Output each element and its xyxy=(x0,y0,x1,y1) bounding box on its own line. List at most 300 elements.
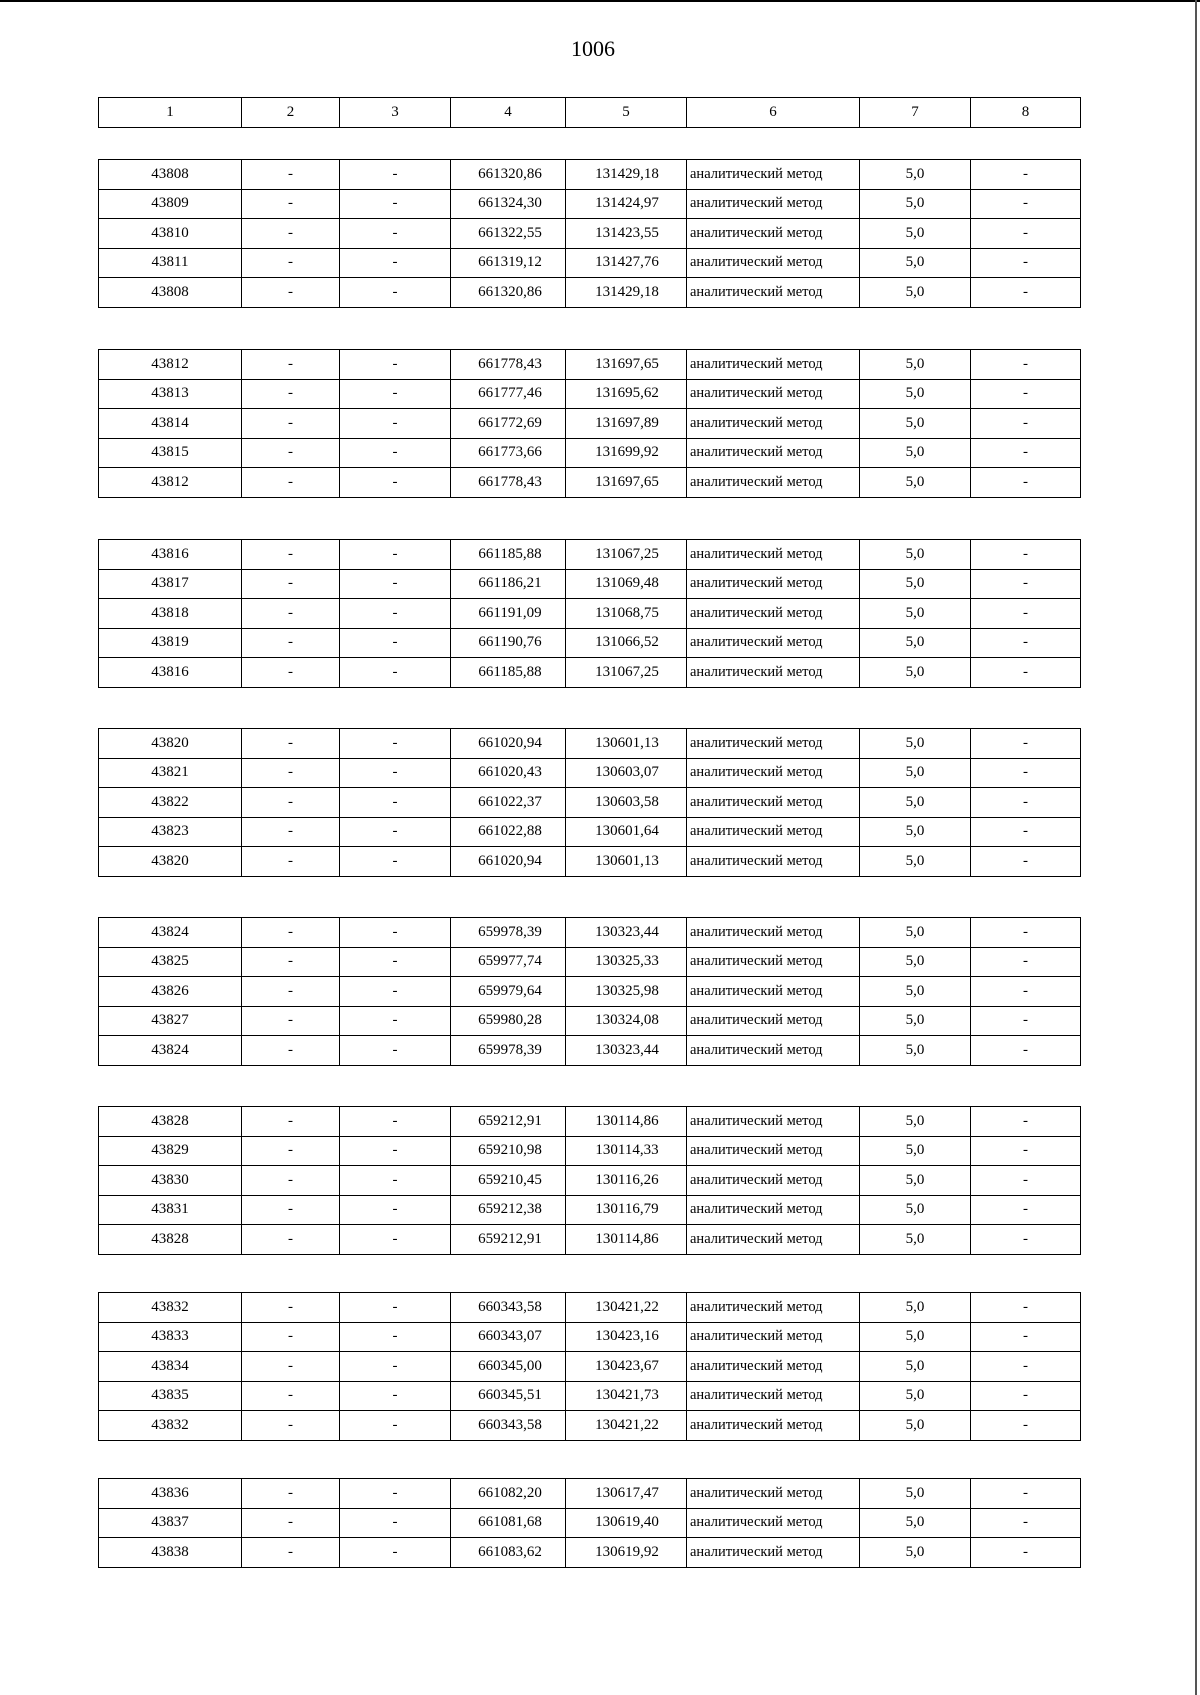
col3-cell: - xyxy=(340,1538,451,1568)
method-cell: аналитический метод xyxy=(687,468,860,498)
method-cell: аналитический метод xyxy=(687,1479,860,1509)
accuracy-cell: 5,0 xyxy=(860,1352,971,1382)
x-coordinate-cell: 661191,09 xyxy=(451,599,566,629)
col2-cell: - xyxy=(242,599,340,629)
method-cell: аналитический метод xyxy=(687,817,860,847)
method-cell: аналитический метод xyxy=(687,918,860,948)
accuracy-cell: 5,0 xyxy=(860,1293,971,1323)
point-number-cell: 43810 xyxy=(99,219,242,249)
col8-cell: - xyxy=(971,1352,1081,1382)
accuracy-cell: 5,0 xyxy=(860,658,971,688)
column-header: 2 xyxy=(242,98,340,128)
x-coordinate-cell: 661081,68 xyxy=(451,1508,566,1538)
method-cell: аналитический метод xyxy=(687,1381,860,1411)
col2-cell: - xyxy=(242,189,340,219)
y-coordinate-cell: 131427,76 xyxy=(566,248,687,278)
point-number-cell: 43820 xyxy=(99,729,242,759)
col3-cell: - xyxy=(340,817,451,847)
column-header: 1 xyxy=(99,98,242,128)
accuracy-cell: 5,0 xyxy=(860,918,971,948)
column-header-row xyxy=(99,98,1081,128)
col2-cell: - xyxy=(242,540,340,570)
point-number-cell: 43830 xyxy=(99,1166,242,1196)
accuracy-cell: 5,0 xyxy=(860,628,971,658)
table-row xyxy=(99,160,1081,190)
col8-cell: - xyxy=(971,1293,1081,1323)
col3-cell: - xyxy=(340,350,451,380)
column-header: 4 xyxy=(451,98,566,128)
point-number-cell: 43814 xyxy=(99,409,242,439)
col3-cell: - xyxy=(340,1036,451,1066)
y-coordinate-cell: 130601,13 xyxy=(566,729,687,759)
col3-cell: - xyxy=(340,599,451,629)
col2-cell: - xyxy=(242,977,340,1007)
method-cell: аналитический метод xyxy=(687,847,860,877)
col2-cell: - xyxy=(242,1411,340,1441)
col8-cell: - xyxy=(971,817,1081,847)
method-cell: аналитический метод xyxy=(687,1225,860,1255)
x-coordinate-cell: 659212,91 xyxy=(451,1225,566,1255)
coordinate-group-table xyxy=(98,349,1081,498)
table-row xyxy=(99,278,1081,308)
col3-cell: - xyxy=(340,918,451,948)
col2-cell: - xyxy=(242,817,340,847)
y-coordinate-cell: 130601,64 xyxy=(566,817,687,847)
accuracy-cell: 5,0 xyxy=(860,1322,971,1352)
col2-cell: - xyxy=(242,788,340,818)
col3-cell: - xyxy=(340,1322,451,1352)
col8-cell: - xyxy=(971,569,1081,599)
x-coordinate-cell: 661772,69 xyxy=(451,409,566,439)
y-coordinate-cell: 130325,98 xyxy=(566,977,687,1007)
col3-cell: - xyxy=(340,379,451,409)
col2-cell: - xyxy=(242,918,340,948)
accuracy-cell: 5,0 xyxy=(860,160,971,190)
table-row xyxy=(99,350,1081,380)
y-coordinate-cell: 131067,25 xyxy=(566,658,687,688)
point-number-cell: 43812 xyxy=(99,468,242,498)
x-coordinate-cell: 660345,51 xyxy=(451,1381,566,1411)
x-coordinate-cell: 661320,86 xyxy=(451,160,566,190)
point-number-cell: 43817 xyxy=(99,569,242,599)
col8-cell: - xyxy=(971,350,1081,380)
y-coordinate-cell: 131429,18 xyxy=(566,160,687,190)
col2-cell: - xyxy=(242,1293,340,1323)
x-coordinate-cell: 659979,64 xyxy=(451,977,566,1007)
y-coordinate-cell: 130619,92 xyxy=(566,1538,687,1568)
x-coordinate-cell: 661022,37 xyxy=(451,788,566,818)
table-row xyxy=(99,1508,1081,1538)
point-number-cell: 43822 xyxy=(99,788,242,818)
y-coordinate-cell: 130421,22 xyxy=(566,1293,687,1323)
col3-cell: - xyxy=(340,847,451,877)
col3-cell: - xyxy=(340,1352,451,1382)
x-coordinate-cell: 661324,30 xyxy=(451,189,566,219)
point-number-cell: 43811 xyxy=(99,248,242,278)
col3-cell: - xyxy=(340,977,451,1007)
method-cell: аналитический метод xyxy=(687,219,860,249)
accuracy-cell: 5,0 xyxy=(860,1381,971,1411)
y-coordinate-cell: 131697,65 xyxy=(566,350,687,380)
method-cell: аналитический метод xyxy=(687,248,860,278)
accuracy-cell: 5,0 xyxy=(860,1508,971,1538)
col2-cell: - xyxy=(242,569,340,599)
col2-cell: - xyxy=(242,409,340,439)
y-coordinate-cell: 131424,97 xyxy=(566,189,687,219)
col3-cell: - xyxy=(340,1195,451,1225)
col3-cell: - xyxy=(340,438,451,468)
point-number-cell: 43832 xyxy=(99,1293,242,1323)
col8-cell: - xyxy=(971,379,1081,409)
method-cell: аналитический метод xyxy=(687,628,860,658)
col8-cell: - xyxy=(971,219,1081,249)
col3-cell: - xyxy=(340,788,451,818)
col8-cell: - xyxy=(971,1107,1081,1137)
method-cell: аналитический метод xyxy=(687,758,860,788)
col3-cell: - xyxy=(340,1006,451,1036)
col3-cell: - xyxy=(340,1479,451,1509)
accuracy-cell: 5,0 xyxy=(860,189,971,219)
x-coordinate-cell: 661020,94 xyxy=(451,847,566,877)
col8-cell: - xyxy=(971,468,1081,498)
col2-cell: - xyxy=(242,248,340,278)
method-cell: аналитический метод xyxy=(687,1538,860,1568)
method-cell: аналитический метод xyxy=(687,658,860,688)
col2-cell: - xyxy=(242,278,340,308)
point-number-cell: 43813 xyxy=(99,379,242,409)
method-cell: аналитический метод xyxy=(687,1006,860,1036)
coordinate-group-table xyxy=(98,539,1081,688)
point-number-cell: 43819 xyxy=(99,628,242,658)
accuracy-cell: 5,0 xyxy=(860,599,971,629)
table-row xyxy=(99,788,1081,818)
method-cell: аналитический метод xyxy=(687,1107,860,1137)
table-row xyxy=(99,1322,1081,1352)
point-number-cell: 43835 xyxy=(99,1381,242,1411)
y-coordinate-cell: 130323,44 xyxy=(566,1036,687,1066)
col3-cell: - xyxy=(340,1381,451,1411)
point-number-cell: 43823 xyxy=(99,817,242,847)
col8-cell: - xyxy=(971,160,1081,190)
point-number-cell: 43808 xyxy=(99,278,242,308)
x-coordinate-cell: 661773,66 xyxy=(451,438,566,468)
col8-cell: - xyxy=(971,278,1081,308)
point-number-cell: 43816 xyxy=(99,540,242,570)
col2-cell: - xyxy=(242,1381,340,1411)
method-cell: аналитический метод xyxy=(687,599,860,629)
x-coordinate-cell: 659978,39 xyxy=(451,1036,566,1066)
coordinate-group-table xyxy=(98,917,1081,1066)
col3-cell: - xyxy=(340,1411,451,1441)
x-coordinate-cell: 661322,55 xyxy=(451,219,566,249)
point-number-cell: 43821 xyxy=(99,758,242,788)
method-cell: аналитический метод xyxy=(687,729,860,759)
column-header-table xyxy=(98,97,1081,128)
accuracy-cell: 5,0 xyxy=(860,350,971,380)
col2-cell: - xyxy=(242,947,340,977)
point-number-cell: 43808 xyxy=(99,160,242,190)
accuracy-cell: 5,0 xyxy=(860,947,971,977)
col8-cell: - xyxy=(971,628,1081,658)
accuracy-cell: 5,0 xyxy=(860,569,971,599)
col3-cell: - xyxy=(340,1166,451,1196)
col3-cell: - xyxy=(340,540,451,570)
point-number-cell: 43812 xyxy=(99,350,242,380)
table-row xyxy=(99,658,1081,688)
col8-cell: - xyxy=(971,1195,1081,1225)
col8-cell: - xyxy=(971,1479,1081,1509)
point-number-cell: 43828 xyxy=(99,1225,242,1255)
col3-cell: - xyxy=(340,947,451,977)
accuracy-cell: 5,0 xyxy=(860,468,971,498)
method-cell: аналитический метод xyxy=(687,540,860,570)
table-row xyxy=(99,817,1081,847)
col2-cell: - xyxy=(242,468,340,498)
x-coordinate-cell: 661022,88 xyxy=(451,817,566,847)
col2-cell: - xyxy=(242,758,340,788)
column-header: 3 xyxy=(340,98,451,128)
table-row xyxy=(99,1411,1081,1441)
y-coordinate-cell: 130114,86 xyxy=(566,1225,687,1255)
y-coordinate-cell: 130116,26 xyxy=(566,1166,687,1196)
col3-cell: - xyxy=(340,160,451,190)
col3-cell: - xyxy=(340,758,451,788)
col8-cell: - xyxy=(971,1508,1081,1538)
col8-cell: - xyxy=(971,1538,1081,1568)
y-coordinate-cell: 130423,16 xyxy=(566,1322,687,1352)
accuracy-cell: 5,0 xyxy=(860,540,971,570)
table-row xyxy=(99,1538,1081,1568)
y-coordinate-cell: 131069,48 xyxy=(566,569,687,599)
accuracy-cell: 5,0 xyxy=(860,1107,971,1137)
point-number-cell: 43838 xyxy=(99,1538,242,1568)
method-cell: аналитический метод xyxy=(687,788,860,818)
coordinate-group-table xyxy=(98,728,1081,877)
col8-cell: - xyxy=(971,977,1081,1007)
column-header: 7 xyxy=(860,98,971,128)
y-coordinate-cell: 130617,47 xyxy=(566,1479,687,1509)
col2-cell: - xyxy=(242,1166,340,1196)
col2-cell: - xyxy=(242,379,340,409)
method-cell: аналитический метод xyxy=(687,1508,860,1538)
col8-cell: - xyxy=(971,758,1081,788)
table-row xyxy=(99,189,1081,219)
point-number-cell: 43828 xyxy=(99,1107,242,1137)
x-coordinate-cell: 661083,62 xyxy=(451,1538,566,1568)
col2-cell: - xyxy=(242,1136,340,1166)
col2-cell: - xyxy=(242,1006,340,1036)
x-coordinate-cell: 659210,45 xyxy=(451,1166,566,1196)
coordinate-group-table xyxy=(98,159,1081,308)
x-coordinate-cell: 661186,21 xyxy=(451,569,566,599)
col8-cell: - xyxy=(971,1322,1081,1352)
table-row xyxy=(99,438,1081,468)
table-row xyxy=(99,758,1081,788)
table-row xyxy=(99,1006,1081,1036)
col3-cell: - xyxy=(340,729,451,759)
method-cell: аналитический метод xyxy=(687,1166,860,1196)
col3-cell: - xyxy=(340,1508,451,1538)
x-coordinate-cell: 661778,43 xyxy=(451,468,566,498)
accuracy-cell: 5,0 xyxy=(860,219,971,249)
col2-cell: - xyxy=(242,729,340,759)
y-coordinate-cell: 131695,62 xyxy=(566,379,687,409)
accuracy-cell: 5,0 xyxy=(860,379,971,409)
col8-cell: - xyxy=(971,788,1081,818)
col2-cell: - xyxy=(242,628,340,658)
x-coordinate-cell: 660343,58 xyxy=(451,1411,566,1441)
accuracy-cell: 5,0 xyxy=(860,1411,971,1441)
method-cell: аналитический метод xyxy=(687,1293,860,1323)
y-coordinate-cell: 131697,89 xyxy=(566,409,687,439)
x-coordinate-cell: 659978,39 xyxy=(451,918,566,948)
col2-cell: - xyxy=(242,1195,340,1225)
point-number-cell: 43829 xyxy=(99,1136,242,1166)
table-row xyxy=(99,628,1081,658)
y-coordinate-cell: 130114,86 xyxy=(566,1107,687,1137)
col3-cell: - xyxy=(340,1293,451,1323)
col2-cell: - xyxy=(242,1538,340,1568)
table-row xyxy=(99,540,1081,570)
x-coordinate-cell: 661320,86 xyxy=(451,278,566,308)
coordinate-group-table xyxy=(98,1292,1081,1441)
accuracy-cell: 5,0 xyxy=(860,1225,971,1255)
method-cell: аналитический метод xyxy=(687,350,860,380)
accuracy-cell: 5,0 xyxy=(860,409,971,439)
point-number-cell: 43832 xyxy=(99,1411,242,1441)
y-coordinate-cell: 130603,58 xyxy=(566,788,687,818)
col8-cell: - xyxy=(971,729,1081,759)
point-number-cell: 43809 xyxy=(99,189,242,219)
col2-cell: - xyxy=(242,658,340,688)
col8-cell: - xyxy=(971,1166,1081,1196)
col3-cell: - xyxy=(340,219,451,249)
col2-cell: - xyxy=(242,1508,340,1538)
table-row xyxy=(99,729,1081,759)
table-row xyxy=(99,1352,1081,1382)
y-coordinate-cell: 130323,44 xyxy=(566,918,687,948)
method-cell: аналитический метод xyxy=(687,160,860,190)
col8-cell: - xyxy=(971,847,1081,877)
column-header: 5 xyxy=(566,98,687,128)
method-cell: аналитический метод xyxy=(687,1322,860,1352)
y-coordinate-cell: 130325,33 xyxy=(566,947,687,977)
accuracy-cell: 5,0 xyxy=(860,847,971,877)
point-number-cell: 43825 xyxy=(99,947,242,977)
col2-cell: - xyxy=(242,350,340,380)
col8-cell: - xyxy=(971,1225,1081,1255)
accuracy-cell: 5,0 xyxy=(860,758,971,788)
x-coordinate-cell: 659212,91 xyxy=(451,1107,566,1137)
table-row xyxy=(99,1107,1081,1137)
coordinate-group-table xyxy=(98,1478,1081,1568)
col3-cell: - xyxy=(340,409,451,439)
method-cell: аналитический метод xyxy=(687,1352,860,1382)
table-row xyxy=(99,599,1081,629)
accuracy-cell: 5,0 xyxy=(860,278,971,308)
point-number-cell: 43827 xyxy=(99,1006,242,1036)
x-coordinate-cell: 661319,12 xyxy=(451,248,566,278)
point-number-cell: 43815 xyxy=(99,438,242,468)
y-coordinate-cell: 130619,40 xyxy=(566,1508,687,1538)
accuracy-cell: 5,0 xyxy=(860,817,971,847)
col8-cell: - xyxy=(971,540,1081,570)
coordinate-group-table xyxy=(98,1106,1081,1255)
col2-cell: - xyxy=(242,160,340,190)
column-header: 8 xyxy=(971,98,1081,128)
accuracy-cell: 5,0 xyxy=(860,1195,971,1225)
accuracy-cell: 5,0 xyxy=(860,438,971,468)
y-coordinate-cell: 131068,75 xyxy=(566,599,687,629)
col2-cell: - xyxy=(242,1322,340,1352)
page-number: 1006 xyxy=(571,36,615,61)
method-cell: аналитический метод xyxy=(687,189,860,219)
point-number-cell: 43816 xyxy=(99,658,242,688)
accuracy-cell: 5,0 xyxy=(860,1166,971,1196)
col3-cell: - xyxy=(340,278,451,308)
y-coordinate-cell: 130601,13 xyxy=(566,847,687,877)
table-row xyxy=(99,569,1081,599)
scan-top-edge xyxy=(0,0,1200,2)
x-coordinate-cell: 660345,00 xyxy=(451,1352,566,1382)
accuracy-cell: 5,0 xyxy=(860,729,971,759)
table-row xyxy=(99,379,1081,409)
col8-cell: - xyxy=(971,658,1081,688)
point-number-cell: 43833 xyxy=(99,1322,242,1352)
x-coordinate-cell: 661082,20 xyxy=(451,1479,566,1509)
y-coordinate-cell: 130603,07 xyxy=(566,758,687,788)
col2-cell: - xyxy=(242,1479,340,1509)
y-coordinate-cell: 131699,92 xyxy=(566,438,687,468)
table-row xyxy=(99,1036,1081,1066)
table-row xyxy=(99,1166,1081,1196)
accuracy-cell: 5,0 xyxy=(860,1479,971,1509)
y-coordinate-cell: 130324,08 xyxy=(566,1006,687,1036)
y-coordinate-cell: 130421,73 xyxy=(566,1381,687,1411)
col8-cell: - xyxy=(971,947,1081,977)
col2-cell: - xyxy=(242,438,340,468)
table-row xyxy=(99,847,1081,877)
x-coordinate-cell: 661777,46 xyxy=(451,379,566,409)
table-row xyxy=(99,1225,1081,1255)
table-row xyxy=(99,219,1081,249)
table-row xyxy=(99,977,1081,1007)
method-cell: аналитический метод xyxy=(687,379,860,409)
col3-cell: - xyxy=(340,1225,451,1255)
method-cell: аналитический метод xyxy=(687,278,860,308)
col2-cell: - xyxy=(242,1225,340,1255)
y-coordinate-cell: 130116,79 xyxy=(566,1195,687,1225)
table-row xyxy=(99,409,1081,439)
point-number-cell: 43820 xyxy=(99,847,242,877)
table-row xyxy=(99,947,1081,977)
col8-cell: - xyxy=(971,1036,1081,1066)
table-row xyxy=(99,1381,1081,1411)
x-coordinate-cell: 661185,88 xyxy=(451,540,566,570)
col3-cell: - xyxy=(340,248,451,278)
col2-cell: - xyxy=(242,219,340,249)
point-number-cell: 43834 xyxy=(99,1352,242,1382)
accuracy-cell: 5,0 xyxy=(860,1538,971,1568)
accuracy-cell: 5,0 xyxy=(860,1036,971,1066)
col8-cell: - xyxy=(971,248,1081,278)
table-row xyxy=(99,918,1081,948)
point-number-cell: 43831 xyxy=(99,1195,242,1225)
y-coordinate-cell: 131429,18 xyxy=(566,278,687,308)
method-cell: аналитический метод xyxy=(687,1136,860,1166)
col2-cell: - xyxy=(242,1107,340,1137)
y-coordinate-cell: 130421,22 xyxy=(566,1411,687,1441)
